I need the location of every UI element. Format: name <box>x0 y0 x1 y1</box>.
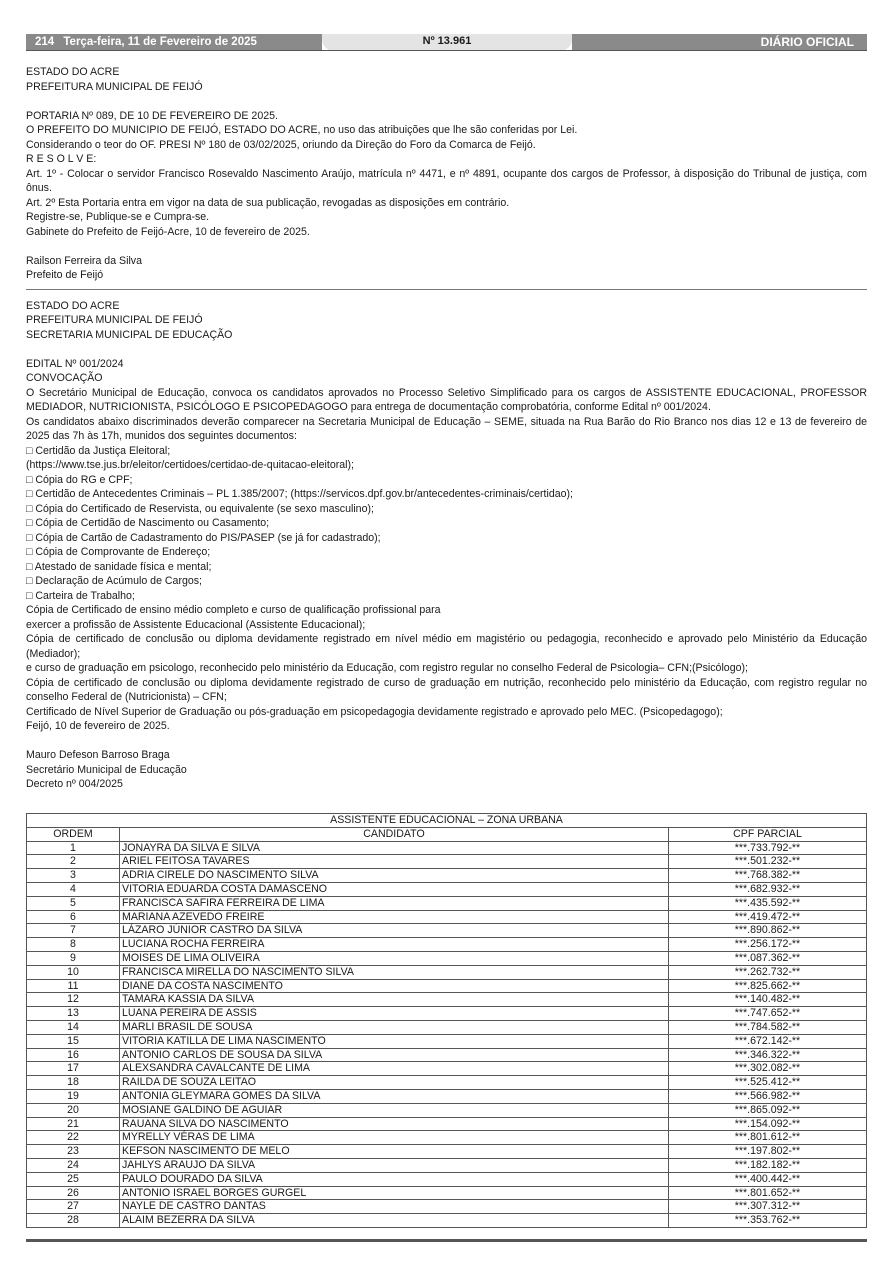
text-line: PREFEITURA MUNICIPAL DE FEIJÓ <box>26 80 203 93</box>
cell-cpf: ***.784.582-** <box>669 1020 867 1034</box>
cell-cpf: ***.307.312-** <box>669 1200 867 1214</box>
cell-candidato: FRANCISCA MIRELLA DO NASCIMENTO SILVA <box>120 965 669 979</box>
table-row <box>27 979 867 993</box>
text-line: ESTADO DO ACRE <box>26 66 120 78</box>
text-line: (https://www.tse.jus.br/eleitor/certidoes/certidao-de-quitacao-eleitoral); <box>26 459 354 471</box>
cell-cpf: ***.525.412-** <box>669 1076 867 1090</box>
cell-candidato: TAMARA KASSIA DA SILVA <box>120 993 669 1007</box>
table-row <box>27 1048 867 1062</box>
cell-cpf: ***.353.762-** <box>669 1214 867 1228</box>
table-body <box>27 841 867 1227</box>
cell-ordem: 2 <box>27 855 120 869</box>
table-row <box>27 1172 867 1186</box>
text-line: Cópia de certificado de conclusão ou diploma devidamente registrado em nível médio em magistério ou pedagogia, reconhecido e aprovado pelo Ministério da Educação (Mediador); <box>26 633 867 660</box>
text-line: Prefeito de Feijó <box>26 269 104 281</box>
cell-ordem: 17 <box>27 1062 120 1076</box>
cell-cpf: ***.435.592-** <box>669 896 867 910</box>
table-row <box>27 965 867 979</box>
cell-candidato: RAILDA DE SOUZA LEITAO <box>120 1076 669 1090</box>
column-header-cpf: CPF PARCIAL <box>669 827 867 841</box>
cell-candidato: NAYLE DE CASTRO DANTAS <box>120 1200 669 1214</box>
cell-cpf: ***.400.442-** <box>669 1172 867 1186</box>
cell-candidato: MARIANA AZEVEDO FREIRE <box>120 910 669 924</box>
cell-cpf: ***.747.652-** <box>669 1007 867 1021</box>
text-line: SECRETARIA MUNICIPAL DE EDUCAÇÃO <box>26 328 233 341</box>
cell-candidato: DIANE DA COSTA NASCIMENTO <box>120 979 669 993</box>
text-line: □ Atestado de sanidade física e mental; <box>26 560 212 573</box>
cell-ordem: 25 <box>27 1172 120 1186</box>
cell-ordem: 8 <box>27 938 120 952</box>
table-row <box>27 855 867 869</box>
cell-candidato: VITORIA KATILLA DE LIMA NASCIMENTO <box>120 1034 669 1048</box>
cell-ordem: 3 <box>27 869 120 883</box>
cell-candidato: LUANA PEREIRA DE ASSIS <box>120 1007 669 1021</box>
footer-divider <box>26 1239 867 1242</box>
cell-cpf: ***.672.142-** <box>669 1034 867 1048</box>
cell-candidato: MARLI BRASIL DE SOUSA <box>120 1020 669 1034</box>
text-line: PORTARIA Nº 089, DE 10 DE FEVEREIRO DE 2025. <box>26 109 278 122</box>
cell-candidato: MYRELLY VÉRAS DE LIMA <box>120 1131 669 1145</box>
cell-ordem: 9 <box>27 951 120 965</box>
text-line: Secretário Municipal de Educação <box>26 763 187 776</box>
cell-candidato: PAULO DOURADO DA SILVA <box>120 1172 669 1186</box>
cell-cpf: ***.501.232-** <box>669 855 867 869</box>
text-line: □ Declaração de Acúmulo de Cargos; <box>26 575 202 587</box>
table-row <box>27 951 867 965</box>
table-row <box>27 1131 867 1145</box>
cell-candidato: MOISES DE LIMA OLIVEIRA <box>120 951 669 965</box>
table-row <box>27 1186 867 1200</box>
text-line: O Secretário Municipal de Educação, convoca os candidatos aprovados no Processo Seletivo Simplificado para os cargos de ASSISTENTE EDUCACIONAL, PROFESSOR MEDIADOR, NUTRICIONISTA, PSICÓLOGO E PSICOPEDAGOGO para entrega de documentação comprobatória, conforme Edital nº 001/2024. <box>26 386 867 413</box>
cell-ordem: 13 <box>27 1007 120 1021</box>
section-divider <box>26 289 867 290</box>
cell-ordem: 26 <box>27 1186 120 1200</box>
cell-candidato: ALEXSANDRA CAVALCANTE DE LIMA <box>120 1062 669 1076</box>
header-divider <box>26 50 867 51</box>
cell-ordem: 12 <box>27 993 120 1007</box>
document-body <box>26 65 867 792</box>
text-line: Mauro Defeson Barroso Braga <box>26 749 170 761</box>
text-line: R E S O L V E: <box>26 153 97 165</box>
column-header-candidato: CANDIDATO <box>120 827 669 841</box>
cell-cpf: ***.865.092-** <box>669 1103 867 1117</box>
table-row <box>27 924 867 938</box>
cell-cpf: ***.566.982-** <box>669 1089 867 1103</box>
cell-cpf: ***.182.182-** <box>669 1158 867 1172</box>
text-line: ESTADO DO ACRE <box>26 299 120 312</box>
table-row <box>27 1062 867 1076</box>
cell-candidato: MOSIANE GALDINO DE AGUIAR <box>120 1103 669 1117</box>
cell-cpf: ***.768.382-** <box>669 869 867 883</box>
cell-candidato: ANTONIO CARLOS DE SOUSA DA SILVA <box>120 1048 669 1062</box>
cell-cpf: ***.825.662-** <box>669 979 867 993</box>
blank-line <box>26 342 867 357</box>
publication-title: DIÁRIO OFICIAL <box>572 34 867 51</box>
text-line: □ Cópia de Certidão de Nascimento ou Casamento; <box>26 517 270 529</box>
issue-number: Nº 13.961 <box>322 34 572 51</box>
text-line: Considerando o teor do OF. PRESI Nº 180 de 03/02/2025, oriundo da Direção do Foro da Comarca de Feijó. <box>26 138 536 151</box>
text-line: □ Certidão da Justiça Eleitoral; <box>26 444 171 457</box>
table-row <box>27 1103 867 1117</box>
text-line: □ Certidão de Antecedentes Criminais – PL 1.385/2007; (https://servicos.dpf.gov.br/antecedentes-criminais/certidao); <box>26 488 573 500</box>
table-row <box>27 1145 867 1159</box>
table-row <box>27 1034 867 1048</box>
cell-ordem: 21 <box>27 1117 120 1131</box>
text-line: □ Carteira de Trabalho; <box>26 589 135 602</box>
text-line: exercer a profissão de Assistente Educacional (Assistente Educacional); <box>26 618 366 631</box>
cell-ordem: 4 <box>27 882 120 896</box>
text-line: □ Cópia de Comprovante de Endereço; <box>26 546 211 558</box>
cell-candidato: ALAIM BEZERRA DA SILVA <box>120 1214 669 1228</box>
table-row <box>27 1089 867 1103</box>
text-line: □ Cópia do RG e CPF; <box>26 473 133 486</box>
cell-ordem: 15 <box>27 1034 120 1048</box>
column-header-ordem: ORDEM <box>27 827 120 841</box>
cell-candidato: LÁZARO JÚNIOR CASTRO DA SILVA <box>120 924 669 938</box>
table-row <box>27 938 867 952</box>
text-line: Feijó, 10 de fevereiro de 2025. <box>26 720 170 732</box>
text-line: CONVOCAÇÃO <box>26 372 103 384</box>
blank-line <box>26 94 867 109</box>
cell-ordem: 7 <box>27 924 120 938</box>
text-line: Art. 2º Esta Portaria entra em vigor na data de sua publicação, revogadas as disposições em contrário. <box>26 196 510 209</box>
cell-ordem: 16 <box>27 1048 120 1062</box>
text-line: □ Cópia do Certificado de Reservista, ou equivalente (se sexo masculino); <box>26 502 374 515</box>
table-row <box>27 993 867 1007</box>
text-line: Certificado de Nível Superior de Graduação ou pós-graduação em psicopedagogia devidamente registrado e aprovado pelo MEC. (Psicopedagogo); <box>26 705 723 718</box>
text-line: Os candidatos abaixo discriminados deverão comparecer na Secretaria Municipal de Educação – SEME, situada na Rua Barão do Rio Branco nos dias 12 e 13 de fevereiro de 2025 das 7h às 17h, munidos dos seguintes documentos: <box>26 415 867 442</box>
blank-line <box>26 239 867 254</box>
cell-cpf: ***.419.472-** <box>669 910 867 924</box>
cell-candidato: RAUANA SILVA DO NASCIMENTO <box>120 1117 669 1131</box>
cell-cpf: ***.801.612-** <box>669 1131 867 1145</box>
table-row <box>27 882 867 896</box>
cell-ordem: 6 <box>27 910 120 924</box>
cell-cpf: ***.890.862-** <box>669 924 867 938</box>
table-row <box>27 1007 867 1021</box>
text-line: Decreto nº 004/2025 <box>26 778 123 790</box>
text-line: EDITAL Nº 001/2024 <box>26 357 124 370</box>
table-row <box>27 1076 867 1090</box>
table-row <box>27 1020 867 1034</box>
text-line: Cópia de certificado de conclusão ou diploma devidamente registrado de curso de graduação em nutrição, reconhecido pelo ministério da Educação, com registro regular no conselho Federal de (Nutricionista) – CFN; <box>26 676 867 703</box>
cell-ordem: 14 <box>27 1020 120 1034</box>
cell-cpf: ***.302.082-** <box>669 1062 867 1076</box>
text-line: Cópia de Certificado de ensino médio completo e curso de qualificação profissional para <box>26 604 441 616</box>
cell-ordem: 18 <box>27 1076 120 1090</box>
candidates-table <box>26 813 867 1228</box>
table-row <box>27 1158 867 1172</box>
cell-ordem: 10 <box>27 965 120 979</box>
text-line: Art. 1º - Colocar o servidor Francisco Rosevaldo Nascimento Araújo, matrícula nº 4471, e nº 4891, ocupante dos cargos de Professor, à disposição do Tribunal de justiça, com ônus. <box>26 167 867 194</box>
table-row <box>27 896 867 910</box>
cell-candidato: FRANCISCA SAFIRA FERREIRA DE LIMA <box>120 896 669 910</box>
cell-candidato: ADRIA CIRELE DO NASCIMENTO SILVA <box>120 869 669 883</box>
table-caption: ASSISTENTE EDUCACIONAL – ZONA URBANA <box>27 814 867 828</box>
cell-cpf: ***.346.322-** <box>669 1048 867 1062</box>
header-date-bar <box>26 34 322 51</box>
cell-cpf: ***.733.792-** <box>669 841 867 855</box>
text-line: e curso de graduação em psicologo, reconhecido pelo ministério da Educação, com registro regular no conselho Federal de Psicologia– CFN;(Psicólogo); <box>26 662 748 674</box>
text-line: Railson Ferreira da Silva <box>26 254 142 267</box>
text-line: □ Cópia de Cartão de Cadastramento do PIS/PASEP (se já for cadastrado); <box>26 531 381 544</box>
text-line: PREFEITURA MUNICIPAL DE FEIJÓ <box>26 314 203 326</box>
cell-candidato: LUCIANA ROCHA FERREIRA <box>120 938 669 952</box>
cell-ordem: 27 <box>27 1200 120 1214</box>
cell-ordem: 1 <box>27 841 120 855</box>
page-number: 214 <box>35 36 55 48</box>
cell-cpf: ***.087.362-** <box>669 951 867 965</box>
cell-candidato: JONAYRA DA SILVA E SILVA <box>120 841 669 855</box>
cell-cpf: ***.256.172-** <box>669 938 867 952</box>
cell-cpf: ***.154.092-** <box>669 1117 867 1131</box>
cell-candidato: KEFSON NASCIMENTO DE MELO <box>120 1145 669 1159</box>
text-line: Gabinete do Prefeito de Feijó-Acre, 10 de fevereiro de 2025. <box>26 225 310 238</box>
table-row <box>27 910 867 924</box>
cell-ordem: 22 <box>27 1131 120 1145</box>
cell-candidato: ARIEL FEITOSA TAVARES <box>120 855 669 869</box>
text-line: O PREFEITO DO MUNICIPIO DE FEIJÓ, ESTADO DO ACRE, no uso das atribuições que lhe são conferidas por Lei. <box>26 124 578 136</box>
page-header <box>26 34 867 51</box>
header-date: Terça-feira, 11 de Fevereiro de 2025 <box>63 36 257 48</box>
cell-candidato: JAHLYS ARAUJO DA SILVA <box>120 1158 669 1172</box>
cell-ordem: 24 <box>27 1158 120 1172</box>
cell-ordem: 11 <box>27 979 120 993</box>
edital-section <box>26 299 867 792</box>
cell-ordem: 5 <box>27 896 120 910</box>
text-line: Registre-se, Publique-se e Cumpra-se. <box>26 211 210 223</box>
table-row <box>27 1117 867 1131</box>
table-row <box>27 1200 867 1214</box>
cell-candidato: ANTONIO ISRAEL BORGES GURGEL <box>120 1186 669 1200</box>
blank-line <box>26 734 867 749</box>
cell-ordem: 19 <box>27 1089 120 1103</box>
table-row <box>27 869 867 883</box>
cell-cpf: ***.801.652-** <box>669 1186 867 1200</box>
portaria-section <box>26 65 867 283</box>
cell-ordem: 28 <box>27 1214 120 1228</box>
cell-candidato: ANTONIA GLEYMARA GOMES DA SILVA <box>120 1089 669 1103</box>
cell-cpf: ***.682.932-** <box>669 882 867 896</box>
cell-ordem: 23 <box>27 1145 120 1159</box>
cell-cpf: ***.262.732-** <box>669 965 867 979</box>
table-row <box>27 841 867 855</box>
table-row <box>27 1214 867 1228</box>
cell-cpf: ***.197.802-** <box>669 1145 867 1159</box>
cell-candidato: VITORIA EDUARDA COSTA DAMASCENO <box>120 882 669 896</box>
cell-cpf: ***.140.482-** <box>669 993 867 1007</box>
cell-ordem: 20 <box>27 1103 120 1117</box>
